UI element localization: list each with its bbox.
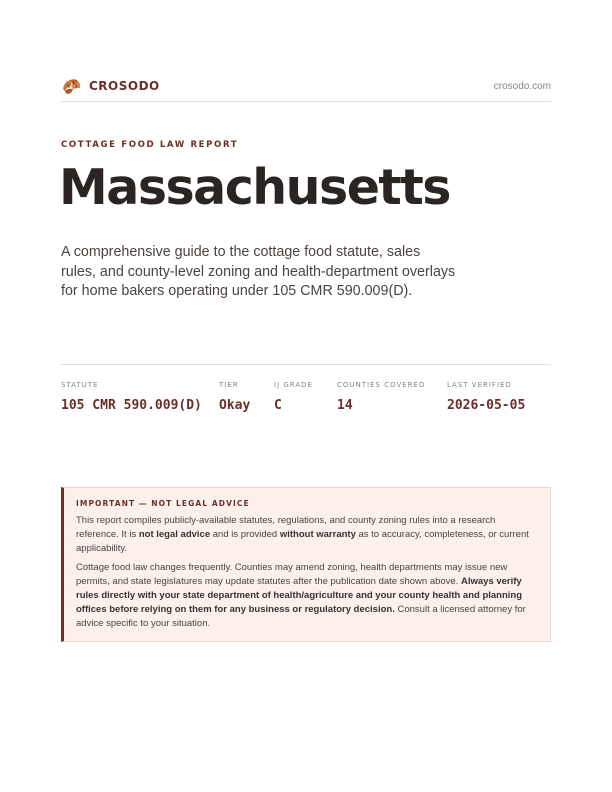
meta-last-verified: [447, 381, 525, 413]
meta-counties: [337, 381, 425, 413]
notice-paragraph: [76, 561, 537, 631]
report-eyebrow: COTTAGE FOOD LAW REPORT: [61, 140, 239, 150]
meta-row: [61, 381, 551, 421]
meta-label: IJ GRADE: [274, 381, 313, 389]
notice-text: as to accuracy, completeness, or current applicability.: [76, 529, 529, 554]
notice-emphasis: not legal advice: [138, 529, 211, 540]
report-lead: A comprehensive guide to the cottage food statute, sales rules, and county-level zoning and health-department overlays for home bakers operating under 105 CMR 590.009(D).: [61, 244, 456, 299]
site-link[interactable]: crosodo.com: [493, 80, 551, 92]
meta-label: STATUTE: [61, 381, 99, 389]
notice-text: Consult a licensed attorney for advice specific to your situation.: [76, 604, 526, 629]
notice-text: and is provided: [210, 529, 280, 540]
notice-text: Cottage food law changes frequently. Counties may amend zoning, health departments may issue new permits, and state legislatures may update statutes after the publication date shown above.: [76, 562, 508, 587]
meta-statute: [61, 381, 202, 413]
header-divider: [61, 101, 551, 102]
meta-label: LAST VERIFIED: [447, 381, 512, 389]
meta-value: C: [274, 398, 282, 413]
meta-ij-grade: [274, 381, 313, 413]
brand-name: CROSODO: [89, 79, 160, 93]
meta-value: 105 CMR 590.009(D): [61, 398, 202, 413]
meta-tier: [219, 381, 250, 413]
notice-emphasis: Always verify rules directly with your state department of health/agriculture and your county health and planning offices before relying on them for any business or regulatory decision.: [76, 576, 523, 615]
notice-emphasis: without warranty: [279, 529, 356, 540]
meta-value: Okay: [219, 398, 251, 413]
notice-text: This report compiles publicly-available statutes, regulations, and county zoning rules into a research reference. It is: [76, 515, 496, 540]
meta-label: COUNTIES COVERED: [337, 381, 426, 389]
notice-paragraph: [76, 514, 537, 556]
notice-title: IMPORTANT — NOT LEGAL ADVICE: [76, 499, 250, 508]
legal-notice: [61, 487, 551, 642]
page-header: [61, 76, 551, 96]
croissant-icon: [61, 76, 83, 96]
section-divider: [61, 364, 551, 365]
page-title: Massachusetts: [59, 159, 450, 216]
brand[interactable]: [61, 76, 160, 96]
meta-value: 2026-05-05: [447, 398, 526, 413]
meta-value: 14: [337, 398, 353, 413]
meta-label: TIER: [219, 381, 239, 389]
